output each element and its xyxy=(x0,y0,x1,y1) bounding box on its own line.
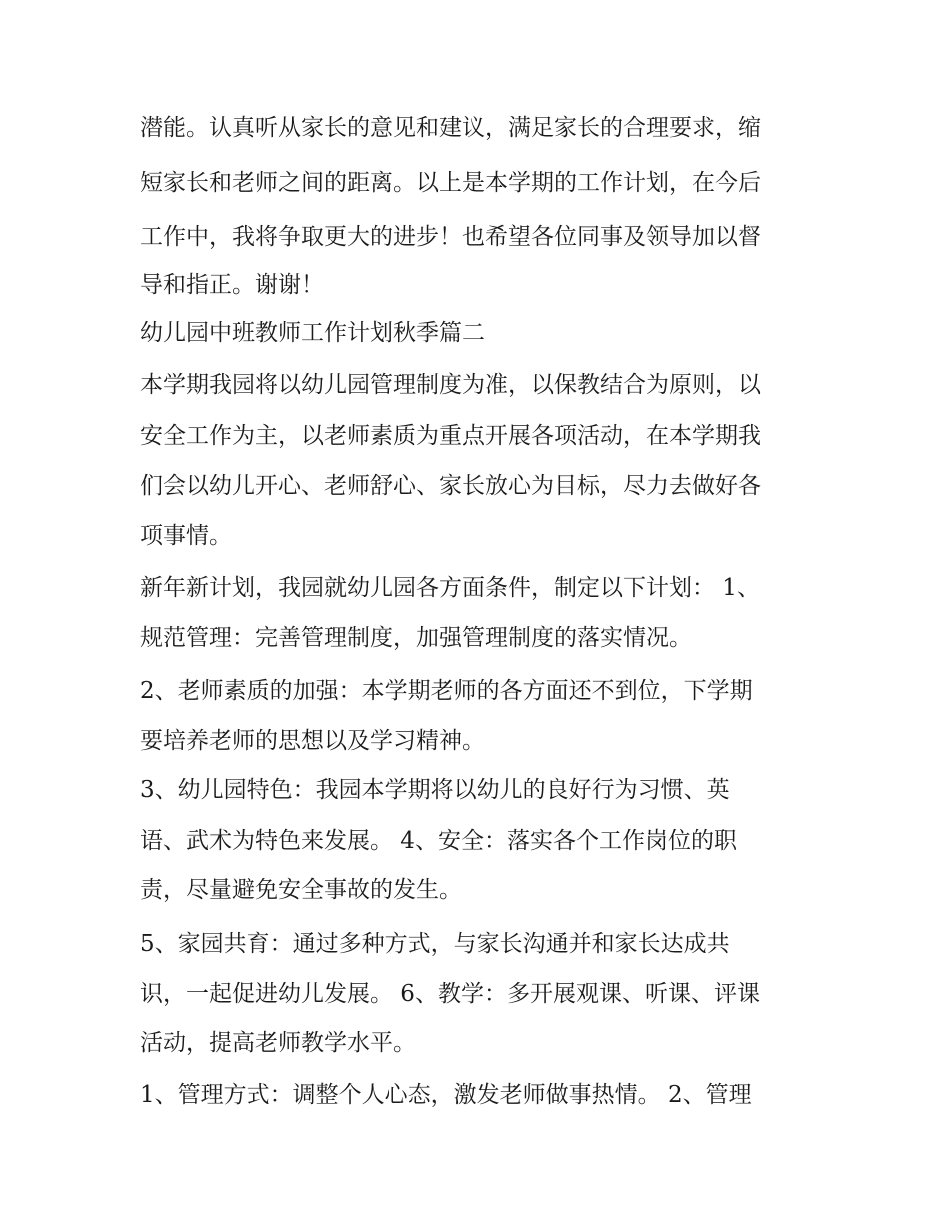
text-line: 新年新计划，我园就幼儿园各方面条件，制定以下计划： 1、 xyxy=(140,575,760,601)
text-line: 导和指正。谢谢！ xyxy=(140,272,324,298)
section-heading: 幼儿园中班教师工作计划秋季篇二 xyxy=(140,320,485,346)
text-line: 潜能。认真听从家长的意见和建议，满足家长的合理要求，缩 xyxy=(140,115,761,141)
text-line: 规范管理：完善管理制度，加强管理制度的落实情况。 xyxy=(140,625,692,651)
text-line: 项事情。 xyxy=(140,523,232,549)
text-line: 1、管理方式：调整个人心态，激发老师做事热情。 2、管理 xyxy=(140,1082,752,1108)
text-line: 本学期我园将以幼儿园管理制度为准，以保教结合为原则，以 xyxy=(140,372,761,398)
text-line: 识，一起促进幼儿发展。 6、教学：多开展观课、听课、评课 xyxy=(140,981,760,1007)
text-line: 活动，提高老师教学水平。 xyxy=(140,1030,416,1056)
text-line: 5、家园共育：通过多种方式，与家长沟通并和家长达成共 xyxy=(140,931,730,957)
text-line: 工作中，我将争取更大的进步！也希望各位同事及领导加以督 xyxy=(140,224,761,250)
text-line: 要培养老师的思想以及学习精神。 xyxy=(140,728,485,754)
text-line: 安全工作为主，以老师素质为重点开展各项活动，在本学期我 xyxy=(140,423,761,449)
text-line: 2、老师素质的加强：本学期老师的各方面还不到位，下学期 xyxy=(140,678,753,704)
text-line: 短家长和老师之间的距离。以上是本学期的工作计划，在今后 xyxy=(140,170,761,196)
text-line: 们会以幼儿开心、老师舒心、家长放心为目标，尽力去做好各 xyxy=(140,473,761,499)
text-line: 语、武术为特色来发展。 4、安全：落实各个工作岗位的职 xyxy=(140,828,737,854)
text-line: 3、幼儿园特色：我园本学期将以幼儿的良好行为习惯、英 xyxy=(140,777,730,803)
text-line: 责，尽量避免安全事故的发生。 xyxy=(140,877,462,903)
